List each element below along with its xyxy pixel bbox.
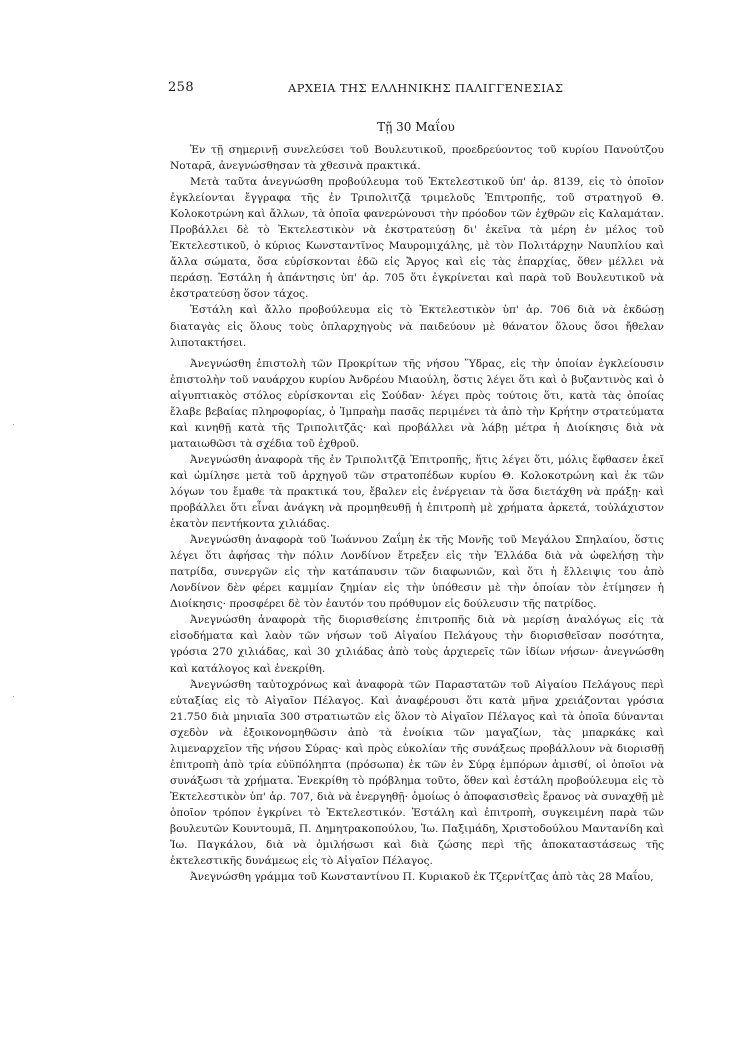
paragraph: Ἀνεγνώσθη ἀναφορὰ τῆς διορισθείσης ἐπιτροπῆς διὰ νὰ μερίσῃ ἀναλόγως εἰς τὰ εἰσοδήματα καὶ λαὸν τῶν νήσων τοῦ Αἰγαίου Πελάγους τὴν διορισθεῖσαν ποσότητα, γρόσια 270 χιλιάδας, καὶ 30 χιλιάδας ἀπὸ τοὺς ἀρχιερεῖς τῶν ἰδίων νήσων· ἀνεγνώσθη καὶ κατάλογος καὶ ἐνεκρίθη.	[170, 614, 664, 675]
paragraph: Ἀνεγνώσθη ἀναφορὰ τοῦ Ἰωάννου Ζαΐμη ἐκ τῆς Μονῆς τοῦ Μεγάλου Σπηλαίου, ὅστις λέγει ὅτι ἀφήσας τὴν πόλιν Λονδίνον ἔτρεξεν εἰς τὴν Ἑλλάδα διὰ νὰ ὠφελήσῃ τὴν πατρίδα, συνεργῶν εἰς τὴν κατάπαυσιν τῶν διαφωνιῶν, καὶ ὅτι ἡ ἔλλειψις του ἀπὸ Λονδίνον δὲν φέρει καμμίαν ζημίαν εἰς τὴν ὑπόθεσιν μὲ τὴν ὁποίαν τὸν ἐτίμησεν ἡ Διοίκησις· προσφέρει δὲ τὸν ἑαυτόν του πρόθυμον εἰς δούλευσιν τῆς πατρίδος.	[170, 534, 664, 611]
paragraph: Μετὰ ταῦτα ἀνεγνώσθη προβούλευμα τοῦ Ἐκτελεστικοῦ ὑπ' ἀρ. 8139, εἰς τὸ ὁποῖον ἐγκλείονται ἔγγραφα τῆς ἐν Τριπολιτζᾷ τριμελοῦς Ἐπιτροπῆς, τοῦ στρατηγοῦ Θ. Κολοκοτρώνη καὶ ἄλλων, τὰ ὁποῖα φανερώνουσι τὴν πρόοδον τῶν ἐχθρῶν εἰς Καλαμάταν. Προβάλλει δὲ τὸ Ἐκτελεστικὸν νὰ ἐκστρατεύσῃ δι' ἐκεῖνα τὰ μέρη ἐν μέλος τοῦ Ἐκτελεστικοῦ, ὁ κύριος Κωνσταντῖνος Μαυρομιχάλης, μὲ τὸν Πολιτάρχην Ναυπλίου καὶ ἄλλα σώματα, ὅσα εὑρίσκονται ἐδῶ εἰς Ἄργος καὶ εἰς τὰς ἐπαρχίας, ὅθεν μέλλει νὰ περάσῃ. Ἐστάλη ἡ ἀπάντησις ὑπ' ἀρ. 705 ὅτι ἐγκρίνεται καὶ παρὰ τοῦ Βουλευτικοῦ νὰ ἐκστρατεύσῃ ὅσον τάχος.	[170, 176, 664, 301]
paragraph: Ἀνεγνώσθη γράμμα τοῦ Κωνσταντίνου Π. Κυριακοῦ ἐκ Τζερνίτζας ἀπὸ τὰς 28 Μαΐου,	[190, 871, 654, 884]
scan-mark: .	[12, 690, 15, 700]
paragraph: Ἀνεγνώσθη ταὐτοχρόνως καὶ ἀναφορὰ τῶν Παραστατῶν τοῦ Αἰγαίου Πελάγους περὶ εὐταξίας εἰς τὸ Αἰγαῖον Πέλαγος. Καὶ ἀναφέρουσι ὅτι κατὰ μῆνα χρειάζονται γρόσια 21.750 διὰ μηνιαῖα 300 στρατιωτῶν εἰς ὅλον τὸ Αἰγαῖον Πέλαγος καὶ τὰ ὁποῖα δύνανται σχεδὸν νὰ ἐξοικονομηθῶσιν ἀπὸ τὰ ἐνοίκια τῶν μαγαζίων, τὰς μπαρκάκς καὶ λιμεναρχεῖον τῆς νήσου Σύρας· καὶ πρὸς εὐκολίαν τῆς συνάξεως προβάλλουν νὰ διορισθῇ ἐπιτροπὴ ἀπὸ τρία εὐϋπόληπτα (πρόσωπα) ἐκ τῶν ἐν Σύρᾳ ἐμπόρων ἀμισθί, οἱ ὁποῖοι νὰ συνάξωσι τὰ χρήματα. Ἐνεκρίθη τὸ πρόβλημα τοῦτο, ὅθεν καὶ ἐστάλη προβούλευμα εἰς τὸ Ἐκτελεστικὸν ὑπ' ἀρ. 707, διὰ νὰ ἐνεργηθῇ· ὁμοίως ὁ ἀποφασισθεὶς ἔρανος νὰ συναχθῇ μὲ ὁποῖον τρόπον ἐγκρίνει τὸ Ἐκτελεστικόν. Ἐστάλη καὶ ἐπιτροπὴ, συγκειμένη παρὰ τῶν βουλευτῶν Κουντουμᾶ, Π. Δημητρακοπούλου, Ἰω. Παξιμάδη, Χριστοδούλου Μαντανίδη καὶ Ἰω. Παγκάλου, διὰ νὰ ὁμιλήσωσι καὶ διὰ ζώσης περὶ τῆς ἀποκαταστάσεως τῆς ἐκτελεστικῆς δυνάμεως εἰς τὸ Αἰγαῖον Πέλαγος.	[170, 678, 664, 868]
paragraph: Ἐστάλη καὶ ἄλλο προβούλευμα εἰς τὸ Ἐκτελεστικὸν ὑπ' ἀρ. 706 διὰ νὰ ἐκδώσῃ διαταγὰς εἰς ὅλους τοὺς ὁπλαρχηγοὺς νὰ παιδεύουν μὲ θάνατον ὅλους ὅσοι ἤθελαν λιποτακτήσει.	[170, 304, 664, 349]
page-number: 258	[168, 80, 195, 95]
paragraph: Ἐν τῇ σημερινῇ συνελεύσει τοῦ Βουλευτικοῦ, προεδρεύοντος τοῦ κυρίου Πανούτζου Νοταρᾶ, ἀνεγνώσθησαν τὰ χθεσινὰ πρακτικά.	[170, 144, 664, 173]
date-heading: Τῇ 30 Μαΐου	[377, 120, 455, 134]
paragraph: Ἀνεγνώσθη ἐπιστολὴ τῶν Προκρίτων τῆς νήσου Ὕδρας, εἰς τὴν ὁποίαν ἐγκλείουσιν ἐπιστολὴν τοῦ ναυάρχου κυρίου Ἀνδρέου Μιαούλη, ὅστις λέγει ὅτι καὶ ὁ βυζαντινὸς καὶ ὁ αἰγυπτιακὸς στόλος εὑρίσκονται εἰς Σούδαν· λέγει πρὸς τούτοις ὅτι, κατὰ τὰς ὁποίας ἔλαβε βεβαίας πληροφορίας, ὁ Ἰμπραὴμ πασᾶς περιμένει τὰ ἀπὸ τὴν Κρήτην στρατεύματα καὶ κινηθῇ κατὰ τῆς Τριπολιτζᾶς· καὶ προβάλλει νὰ λάβῃ μέτρα ἡ Διοίκησις διὰ νὰ ματαιωθῶσι τὰ σχέδια τοῦ ἐχθροῦ.	[170, 357, 664, 450]
body-text	[170, 142, 664, 885]
running-title: ΑΡΧΕΙΑ ΤΗΣ ΕΛΛΗΝΙΚΗΣ ΠΑΛΙΓΓΕΝΕΣΙΑΣ	[288, 81, 564, 95]
paragraph: Ἀνεγνώσθη ἀναφορὰ τῆς ἐν Τριπολιτζᾷ Ἐπιτροπῆς, ἥτις λέγει ὅτι, μόλις ἔφθασεν ἐκεῖ καὶ ὡμίλησε μετὰ τοῦ ἀρχηγοῦ τῶν στρατοπέδων κυρίου Θ. Κολοκοτρώνη καὶ ἐκ τῶν λόγων του ἔμαθε τὰ πρακτικά του, ἔβαλεν εἰς ἐνέργειαν τὰ ὅσα διετάχθη νὰ πράξῃ· καὶ προβάλλει ὅτι εἶναι ἀνάγκη νὰ προμηθευθῇ ἡ ἐπιτροπὴ μὲ χρήματα ἀρκετά, τοὐλάχιστον ἑκατὸν πεντήκοντα χιλιάδας.	[170, 453, 664, 531]
scan-mark: .	[12, 418, 15, 428]
page-header	[168, 80, 580, 100]
